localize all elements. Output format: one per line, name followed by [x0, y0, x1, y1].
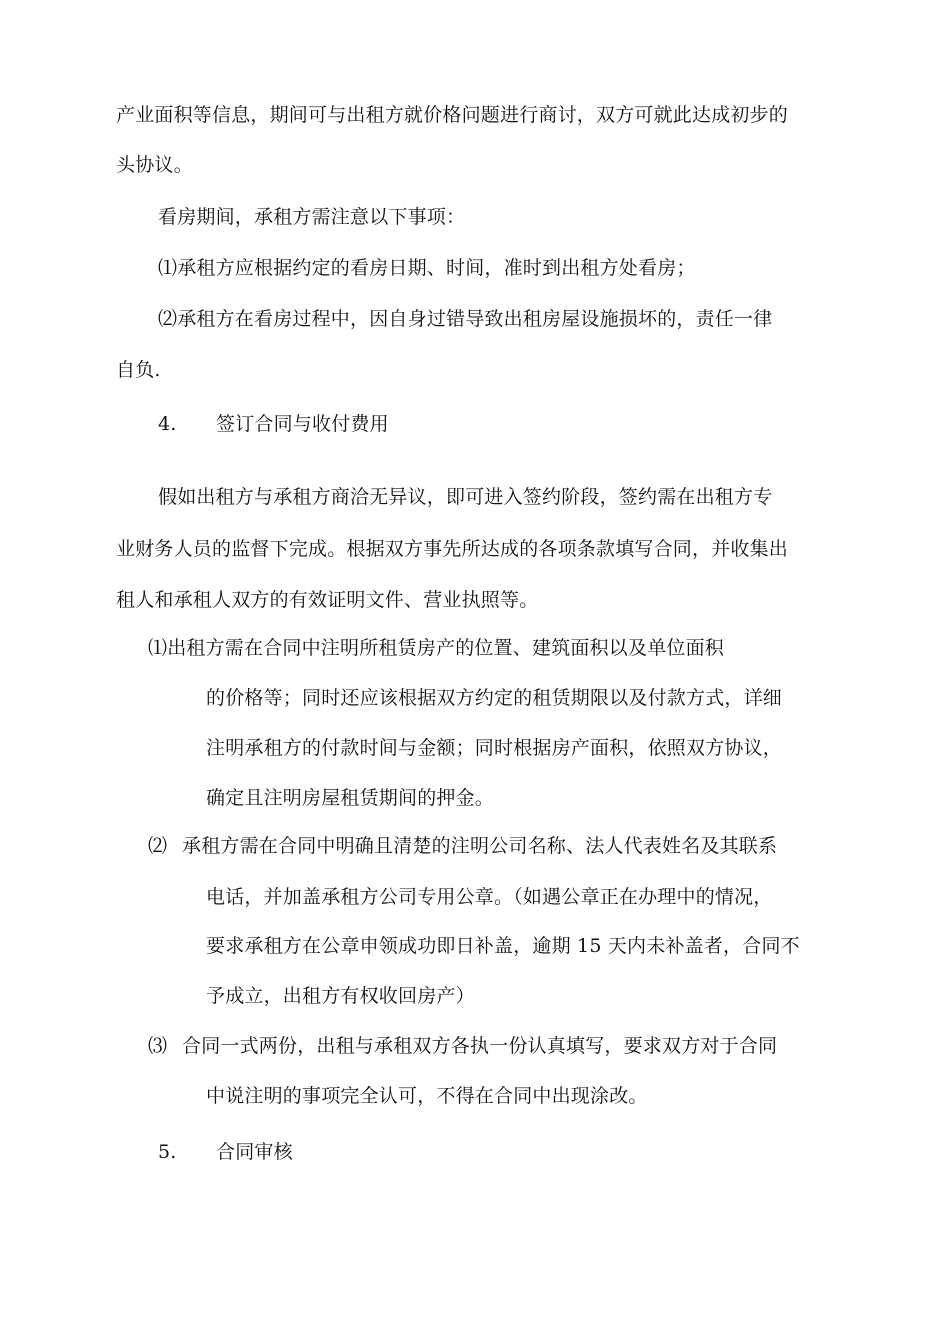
paragraph-line: 产业面积等信息，期间可与出租方就价格问题进行商讨，双方可就此达成初步的	[116, 104, 789, 126]
section-number: 4.	[158, 413, 177, 435]
list-item	[158, 307, 772, 331]
list-item-continuation: 予成立，出租方有权收回房产）	[206, 985, 475, 1007]
list-item-continuation: 中说注明的事项完全认可，不得在合同中出现涂改。	[206, 1085, 648, 1107]
list-marker: ⑴	[148, 637, 168, 659]
paragraph-line: 业财务人员的监督下完成。根据双方事先所达成的各项条款填写合同，并收集出	[116, 538, 789, 560]
list-item-continuation: 注明承租方的付款时间与金额；同时根据房产面积，依照双方协议，	[206, 737, 783, 759]
list-item-continuation: 的价格等；同时还应该根据双方约定的租赁期限以及付款方式，详细	[206, 687, 783, 709]
section-number: 5.	[158, 1141, 177, 1163]
section-heading	[158, 412, 389, 436]
list-item-text: 承租方应根据约定的看房日期、时间，准时到出租方处看房；	[177, 257, 696, 279]
paragraph-line: 头协议。	[116, 154, 193, 176]
paragraph-line: 租人和承租人双方的有效证明文件、营业执照等。	[116, 589, 539, 611]
paragraph-line: 假如出租方与承租方商洽无异议，即可进入签约阶段，签约需在出租方专	[158, 486, 773, 508]
list-marker: ⑵	[158, 308, 178, 330]
list-item	[148, 834, 777, 858]
list-item-text: 承租方在看房过程中，因自身过错导致出租房屋设施损坏的，责任一律	[177, 308, 773, 330]
section-title: 合同审核	[216, 1141, 293, 1163]
section-heading	[158, 1140, 293, 1164]
list-item	[148, 636, 724, 660]
list-item-continuation: 确定且注明房屋租赁期间的押金。	[206, 787, 495, 809]
list-item-text: 合同一式两份，出租与承租双方各执一份认真填写，要求双方对于合同	[182, 1035, 778, 1057]
list-item-text: 出租方需在合同中注明所租赁房产的位置、建筑面积以及单位面积	[167, 637, 725, 659]
list-item-continuation: 要求承租方在公章申领成功即日补盖，逾期 15 天内未补盖者，合同不	[206, 935, 800, 957]
list-item-continuation: 电话，并加盖承租方公司专用公章。（如遇公章正在办理中的情况，	[206, 886, 773, 908]
viewing-notes-heading: 看房期间，承租方需注意以下事项：	[158, 206, 466, 228]
list-item-text: 承租方需在合同中明确且清楚的注明公司名称、法人代表姓名及其联系	[182, 835, 778, 857]
list-marker: ⑶	[148, 1035, 168, 1057]
list-marker: ⑵	[148, 835, 168, 857]
list-marker: ⑴	[158, 257, 178, 279]
list-item-continuation: 自负.	[116, 359, 161, 381]
section-title: 签订合同与收付费用	[216, 413, 389, 435]
list-item	[158, 256, 696, 280]
list-item	[148, 1034, 777, 1058]
